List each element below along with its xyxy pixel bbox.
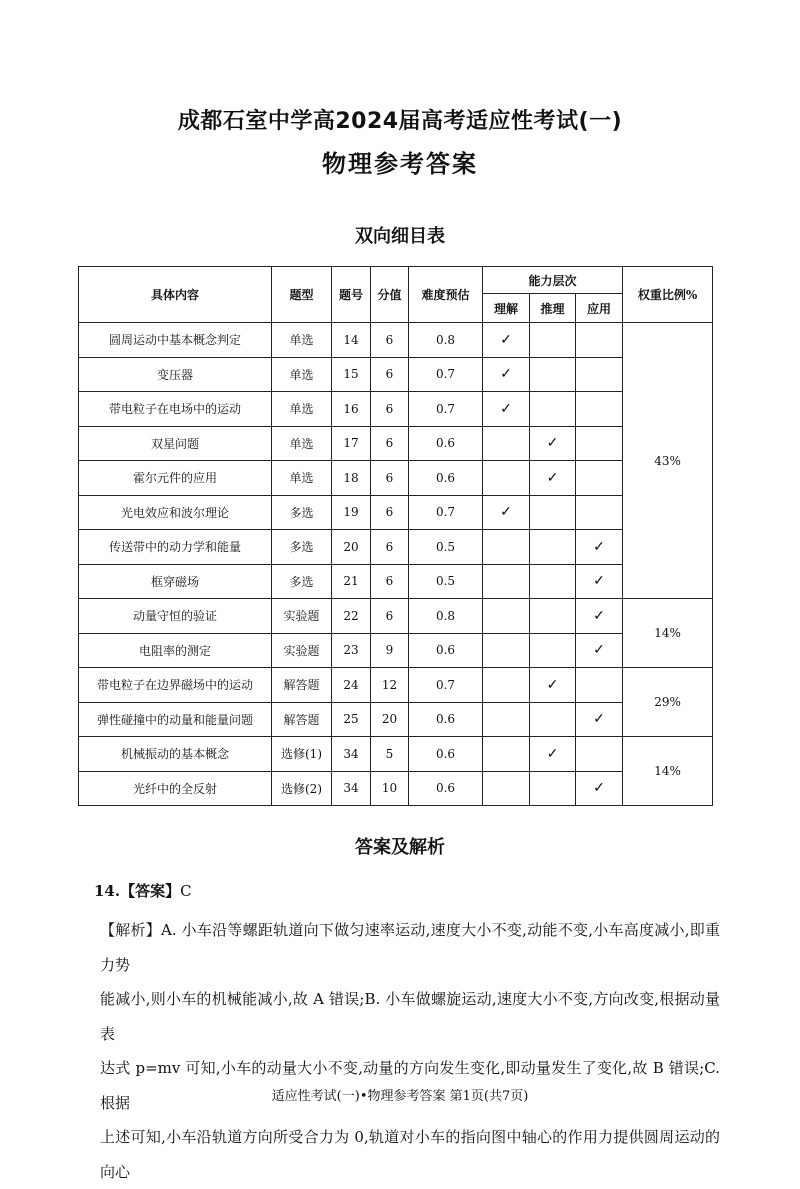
cell-number: 25	[332, 702, 371, 737]
check-icon: ✓	[593, 711, 605, 728]
cell-number: 22	[332, 599, 371, 634]
check-icon: ✓	[500, 400, 512, 417]
cell-type: 多选	[272, 564, 332, 599]
cell-score: 5	[371, 737, 409, 772]
cell-content: 光电效应和波尔理论	[79, 495, 272, 530]
header-difficulty: 难度预估	[409, 267, 483, 323]
cell-score: 6	[371, 461, 409, 496]
cell-reason	[530, 737, 576, 772]
cell-number: 21	[332, 564, 371, 599]
cell-reason	[530, 392, 576, 427]
cell-content: 框穿磁场	[79, 564, 272, 599]
cell-apply	[576, 633, 623, 668]
cell-apply	[576, 737, 623, 772]
cell-score: 12	[371, 668, 409, 703]
header-type: 题型	[272, 267, 332, 323]
cell-content: 动量守恒的验证	[79, 599, 272, 634]
table-row	[79, 357, 713, 392]
cell-understand	[483, 668, 530, 703]
cell-apply	[576, 564, 623, 599]
check-icon: ✓	[593, 573, 605, 590]
cell-difficulty: 0.7	[409, 357, 483, 392]
cell-difficulty: 0.7	[409, 668, 483, 703]
cell-number: 14	[332, 323, 371, 358]
cell-reason	[530, 668, 576, 703]
cell-understand	[483, 357, 530, 392]
cell-number: 17	[332, 426, 371, 461]
exam-subtitle: 物理参考答案	[322, 150, 478, 178]
cell-score: 20	[371, 702, 409, 737]
cell-content: 弹性碰撞中的动量和能量问题	[79, 702, 272, 737]
q14-analysis	[100, 913, 720, 1189]
table-row	[79, 495, 713, 530]
cell-number: 18	[332, 461, 371, 496]
cell-difficulty: 0.6	[409, 461, 483, 496]
cell-reason	[530, 771, 576, 806]
cell-score: 6	[371, 357, 409, 392]
table-title: 双向细目表	[355, 226, 445, 247]
exam-title: 成都石室中学高2024届高考适应性考试(一)	[177, 109, 623, 134]
cell-understand	[483, 461, 530, 496]
cell-content: 双星问题	[79, 426, 272, 461]
analysis-line: 上述可知,小车沿轨道方向所受合力为 0,轨道对小车的指向图中轴心的作用力提供圆周运动的向心	[100, 1128, 720, 1181]
cell-difficulty: 0.7	[409, 392, 483, 427]
q14-value: C	[180, 882, 192, 900]
cell-content: 光纤中的全反射	[79, 771, 272, 806]
cell-difficulty: 0.7	[409, 495, 483, 530]
cell-type: 实验题	[272, 633, 332, 668]
header-number: 题号	[332, 267, 371, 323]
table-row	[79, 530, 713, 565]
cell-type: 选修(2)	[272, 771, 332, 806]
cell-type: 解答题	[272, 668, 332, 703]
analysis-line: 能减小,则小车的机械能减小,故 A 错误;B. 小车做螺旋运动,速度大小不变,方向改变,根据动量表	[100, 990, 720, 1043]
cell-weight: 29%	[623, 668, 713, 737]
cell-understand	[483, 599, 530, 634]
cell-type: 实验题	[272, 599, 332, 634]
cell-apply	[576, 668, 623, 703]
cell-difficulty: 0.5	[409, 530, 483, 565]
cell-number: 24	[332, 668, 371, 703]
check-icon: ✓	[546, 435, 559, 452]
cell-weight: 43%	[623, 323, 713, 599]
cell-reason	[530, 461, 576, 496]
cell-score: 6	[371, 426, 409, 461]
cell-number: 16	[332, 392, 371, 427]
check-icon: ✓	[593, 780, 605, 797]
check-icon: ✓	[593, 538, 605, 555]
cell-reason	[530, 426, 576, 461]
check-icon: ✓	[500, 366, 512, 383]
check-icon: ✓	[546, 676, 559, 693]
table-body	[79, 323, 713, 806]
header-apply: 应用	[576, 294, 623, 323]
cell-content: 电阻率的测定	[79, 633, 272, 668]
table-row	[79, 599, 713, 634]
cell-number: 19	[332, 495, 371, 530]
cell-score: 10	[371, 771, 409, 806]
q14-answer	[94, 880, 192, 901]
cell-apply	[576, 495, 623, 530]
cell-understand	[483, 530, 530, 565]
cell-understand	[483, 323, 530, 358]
cell-difficulty: 0.6	[409, 737, 483, 772]
cell-type: 单选	[272, 357, 332, 392]
check-icon: ✓	[500, 504, 512, 521]
header-content: 具体内容	[79, 267, 272, 323]
cell-type: 单选	[272, 461, 332, 496]
cell-content: 霍尔元件的应用	[79, 461, 272, 496]
cell-understand	[483, 392, 530, 427]
table-row	[79, 633, 713, 668]
cell-reason	[530, 633, 576, 668]
cell-number: 20	[332, 530, 371, 565]
table-row	[79, 392, 713, 427]
cell-type: 单选	[272, 323, 332, 358]
cell-score: 6	[371, 599, 409, 634]
cell-understand	[483, 564, 530, 599]
header-score: 分值	[371, 267, 409, 323]
cell-apply	[576, 426, 623, 461]
check-icon: ✓	[593, 607, 605, 624]
cell-content: 带电粒子在边界磁场中的运动	[79, 668, 272, 703]
table-row	[79, 702, 713, 737]
cell-difficulty: 0.5	[409, 564, 483, 599]
cell-number: 34	[332, 737, 371, 772]
cell-type: 单选	[272, 426, 332, 461]
page-footer: 适应性考试(一)•物理参考答案 第1页(共7页)	[271, 1089, 529, 1104]
cell-score: 6	[371, 530, 409, 565]
cell-content: 机械振动的基本概念	[79, 737, 272, 772]
cell-score: 9	[371, 633, 409, 668]
cell-type: 多选	[272, 530, 332, 565]
cell-difficulty: 0.6	[409, 633, 483, 668]
cell-score: 6	[371, 392, 409, 427]
cell-type: 选修(1)	[272, 737, 332, 772]
cell-content: 传送带中的动力学和能量	[79, 530, 272, 565]
cell-apply	[576, 702, 623, 737]
table-row	[79, 461, 713, 496]
cell-difficulty: 0.6	[409, 702, 483, 737]
check-icon: ✓	[546, 745, 559, 762]
cell-reason	[530, 530, 576, 565]
detail-table	[78, 266, 713, 806]
header-understand: 理解	[483, 294, 530, 323]
cell-understand	[483, 633, 530, 668]
cell-type: 多选	[272, 495, 332, 530]
table-row	[79, 668, 713, 703]
table-row	[79, 737, 713, 772]
cell-apply	[576, 771, 623, 806]
table-row	[79, 771, 713, 806]
cell-understand	[483, 771, 530, 806]
header-weight: 权重比例%	[623, 267, 713, 323]
check-icon: ✓	[500, 331, 512, 348]
cell-reason	[530, 495, 576, 530]
cell-difficulty: 0.8	[409, 323, 483, 358]
cell-reason	[530, 357, 576, 392]
table-row	[79, 323, 713, 358]
cell-apply	[576, 461, 623, 496]
cell-difficulty: 0.6	[409, 771, 483, 806]
cell-understand	[483, 737, 530, 772]
cell-apply	[576, 392, 623, 427]
check-icon: ✓	[593, 642, 605, 659]
analysis-line: 【解析】A. 小车沿等螺距轨道向下做匀速率运动,速度大小不变,动能不变,小车高度减小,即重力势	[100, 921, 720, 974]
cell-score: 6	[371, 564, 409, 599]
cell-difficulty: 0.8	[409, 599, 483, 634]
cell-number: 15	[332, 357, 371, 392]
cell-apply	[576, 599, 623, 634]
cell-reason	[530, 599, 576, 634]
cell-reason	[530, 323, 576, 358]
cell-score: 6	[371, 323, 409, 358]
cell-weight: 14%	[623, 599, 713, 668]
table-row	[79, 564, 713, 599]
header-ability: 能力层次	[483, 267, 623, 294]
cell-reason	[530, 564, 576, 599]
cell-difficulty: 0.6	[409, 426, 483, 461]
cell-number: 23	[332, 633, 371, 668]
cell-apply	[576, 357, 623, 392]
analysis-line: 达式 p=mv 可知,小车的动量大小不变,动量的方向发生变化,即动量发生了变化,故 B 错误;C. 根据	[100, 1059, 720, 1112]
cell-number: 34	[332, 771, 371, 806]
cell-content: 变压器	[79, 357, 272, 392]
answers-title: 答案及解析	[355, 837, 445, 858]
cell-content: 圆周运动中基本概念判定	[79, 323, 272, 358]
cell-understand	[483, 495, 530, 530]
cell-score: 6	[371, 495, 409, 530]
cell-type: 解答题	[272, 702, 332, 737]
cell-understand	[483, 702, 530, 737]
q14-label: 14.【答案】	[94, 882, 181, 900]
cell-apply	[576, 323, 623, 358]
cell-apply	[576, 530, 623, 565]
cell-type: 单选	[272, 392, 332, 427]
check-icon: ✓	[546, 469, 559, 486]
cell-weight: 14%	[623, 737, 713, 806]
cell-understand	[483, 426, 530, 461]
cell-content: 带电粒子在电场中的运动	[79, 392, 272, 427]
cell-reason	[530, 702, 576, 737]
table-row	[79, 426, 713, 461]
header-reason: 推理	[530, 294, 576, 323]
